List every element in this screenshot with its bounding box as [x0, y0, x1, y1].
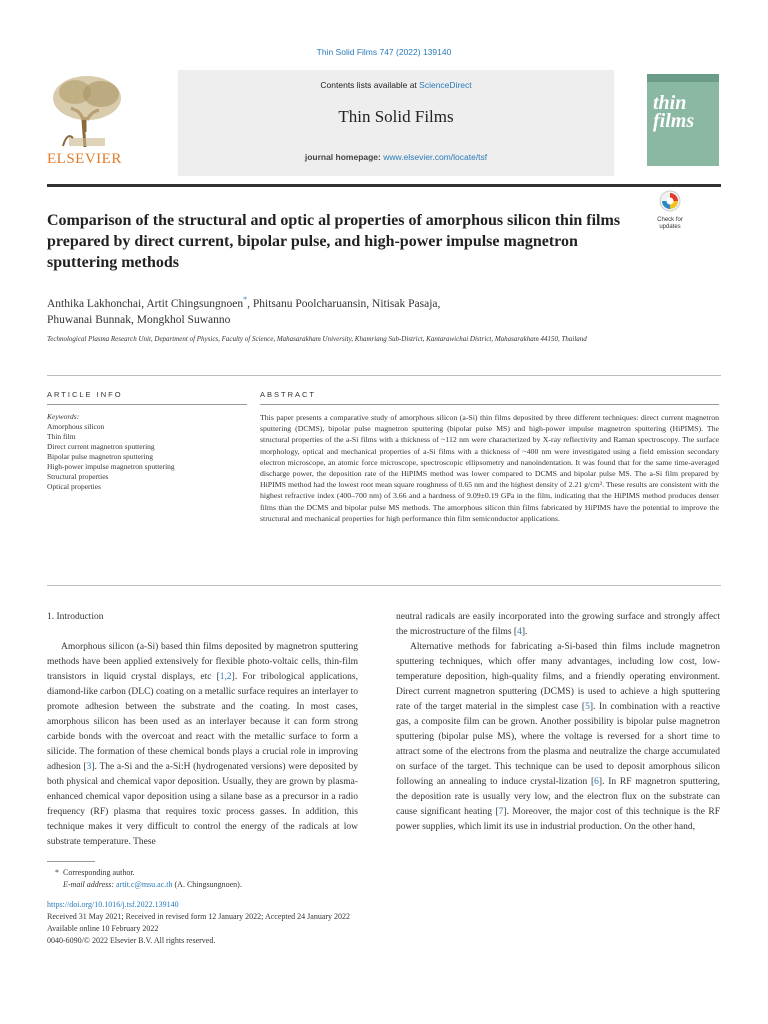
copyright: 0040-6090/© 2022 Elsevier B.V. All rights reserved.	[47, 936, 216, 945]
intro-paragraph: Amorphous silicon (a-Si) based thin films deposited by magnetron sputtering methods have been applied extensively for flexible photo-voltaic cells, thin-film transistors in liquid crystal displays, etc [1,2]. For tribological applications, diamond-like carbon (DLC) coating on a metallic surface requires an interlayer to promote adhesion between the substrate and the coating. In most cases, amorphous silicon has been used as an interlayer because it can form strong carbide bonds with the overcoat and react with the metallic surface to form a silicide. The formation of these chemical bonds plays a crucial role in improving adhesion [3]. The a-Si and the a-Si:H (hydrogenated versions) were deposited by both physical and chemical vapor deposition. Usually, they are grown by plasma-enhanced chemical vapor deposition using a silane base as a precursor in a radio frequency (RF) plasma that requires toxic process gasses. In addition, this technique makes it very difficult to control the energy of the radicals at low substrate temperature. These	[47, 642, 359, 847]
citation-link[interactable]: 1,2	[219, 672, 232, 682]
online-date: Available online 10 February 2022	[47, 924, 159, 933]
article-info-rule	[47, 404, 247, 405]
keyword-item: High-power impulse magnetron sputtering	[47, 462, 175, 471]
publisher-name: ELSEVIER	[47, 151, 122, 167]
footnote-rule	[47, 861, 95, 862]
keyword-item: Amorphous silicon	[47, 422, 105, 431]
journal-header	[178, 70, 614, 176]
keywords-block	[47, 412, 247, 492]
footnote: * Corresponding author. E-mail address: artit.c@msu.ac.th (A. Chingsungnoen).	[55, 868, 242, 889]
intro-paragraph: neutral radicals are easily incorporated into the growing surface and strongly affect the microstructure of the films [4].	[396, 612, 720, 637]
sciencedirect-link[interactable]: ScienceDirect	[419, 80, 472, 90]
corresponding-mark[interactable]: *	[243, 295, 248, 304]
keyword-item: Bipolar pulse magnetron sputtering	[47, 452, 154, 461]
section-heading-introduction: 1. Introduction	[47, 612, 104, 622]
keyword-item: Optical properties	[47, 482, 101, 491]
doi-link[interactable]: https://doi.org/10.1016/j.tsf.2022.139140	[47, 900, 179, 909]
check-for-updates-button[interactable]	[652, 190, 688, 230]
abstract-text: This paper presents a comparative study of amorphous silicon (a-Si) thin films deposited by three different techniques: direct current magnetron sputtering (DCMS), bipolar pulse magnetron sputtering (bipolar pulse MS) and high-power impulse magnetron sputtering (HiPIMS). The structural properties of the a-Si films with a thickness of ~112 nm were characterized by X-ray reflectivity and Raman spectroscopy. The surface morphology, optical and mechanical properties of a-Si films with a thickness of ~400 nm were investigated using a field emission secondary electron microscope, an atomic force microscope, spectroscopic ellipsometry and nanoindentation. It was found that for the same time-averaged discharge power, the deposition rate of the HiPIMS method was lower compared to DCMS and bipolar pulse MS. The a-Si film prepared by HiPIMS method had the lowest root mean square roughness of 0.65 nm and the highest density of 2.21 g/cm³. These results are consistent with the highest refractive index (400–700 nm) of 3.66 and a hardness of 9.09±0.19 GPa in the film, indicating that the HiPIMS method produces denser films than the DCMS and bipolar pulse MS methods. The amorphous silicon thin films fabricated by HiPIMS have the potential to improve the structural and mechanical properties for high performance thin film semiconductor applications.	[260, 413, 719, 523]
contents-line: Contents lists available at ScienceDirect	[320, 80, 472, 90]
email-link[interactable]: artit.c@msu.ac.th	[116, 880, 173, 889]
intro-paragraph: Alternative methods for fabricating a-Si-based thin films include magnetron sputtering techniques, which offer many advantages, including low cost, low-temperature deposition, high-quality films, and a friendly operating environment. Direct current magnetron sputtering (DCMS) is used to achieve a high sputtering rate of the target material in the simplest case [5]. In combination with a reactive gas, a composite film can be grown. Another possibility is bipolar pulse magnetron sputtering (bipolar pulse MS), where the voltage is reversed for a short time to attract some of the electrons from the plasma and neutralize the charge accumulated on surface of the target. This technique can be used to deposit amorphous silicon following an annealing to induce crystal-lization [6]. In RF magnetron sputtering, the deposition rate is usually very low, and the electron flux on the substrate can cause significant heating [7]. Moreover, the major cost of this technique is the RF power supplies, which limit its use in industrial production. On the other hand,	[396, 642, 721, 832]
received-dates: Received 31 May 2021; Received in revised form 12 January 2022; Accepted 24 January 2022	[47, 912, 351, 921]
check-updates-icon	[659, 190, 681, 212]
citation-link[interactable]: 4	[517, 627, 522, 637]
article-metadata	[47, 899, 547, 947]
journal-reference[interactable]: Thin Solid Films 747 (2022) 139140	[316, 47, 452, 57]
header-rule	[47, 184, 721, 187]
cover-title: thin films	[653, 92, 695, 132]
keywords-label: Keywords:	[47, 412, 80, 421]
article-info-heading: ARTICLE INFO	[47, 390, 123, 399]
abstract-end-rule	[47, 585, 721, 586]
intro-right-column	[396, 610, 720, 835]
citation-link[interactable]: 7	[498, 807, 504, 817]
keyword-item: Thin film	[47, 432, 76, 441]
abstract-rule	[260, 404, 719, 405]
citation-link[interactable]: 6	[594, 777, 599, 787]
affiliation: Technological Plasma Research Unit, Department of Physics, Faculty of Science, Mahasarakham University, Khamriang Sub-District, Kantarawichai District, Mahasarakham 44150, Thailand	[47, 335, 587, 343]
author-list: Anthika Lakhonchai, Artit Chingsungnoen*, Phitsanu Poolcharuansin, Nitisak Pasaja, Phuwanai Bunnak, Mongkhol Suwanno	[47, 295, 441, 326]
article-title: Comparison of the structural and optic al properties of amorphous silicon thin films prepared by direct current, bipolar pulse, and high-power impulse magnetron sputtering methods	[47, 212, 621, 271]
affiliation-rule	[47, 375, 721, 376]
homepage-link[interactable]: www.elsevier.com/locate/tsf	[383, 152, 488, 162]
keyword-item: Structural properties	[47, 472, 109, 481]
check-updates-line1: Check for	[657, 217, 683, 223]
check-updates-line2: updates	[659, 224, 681, 230]
intro-left-column	[47, 610, 358, 850]
citation-link[interactable]: 5	[585, 702, 590, 712]
keyword-item: Direct current magnetron sputtering	[47, 442, 155, 451]
journal-name: Thin Solid Films	[338, 107, 454, 126]
elsevier-logo	[47, 72, 129, 152]
abstract-heading: ABSTRACT	[260, 390, 317, 399]
citation-link[interactable]: 3	[86, 762, 92, 772]
journal-homepage: journal homepage: www.elsevier.com/locate/tsf	[304, 152, 488, 162]
cover-band	[647, 74, 719, 82]
journal-cover	[647, 74, 719, 166]
